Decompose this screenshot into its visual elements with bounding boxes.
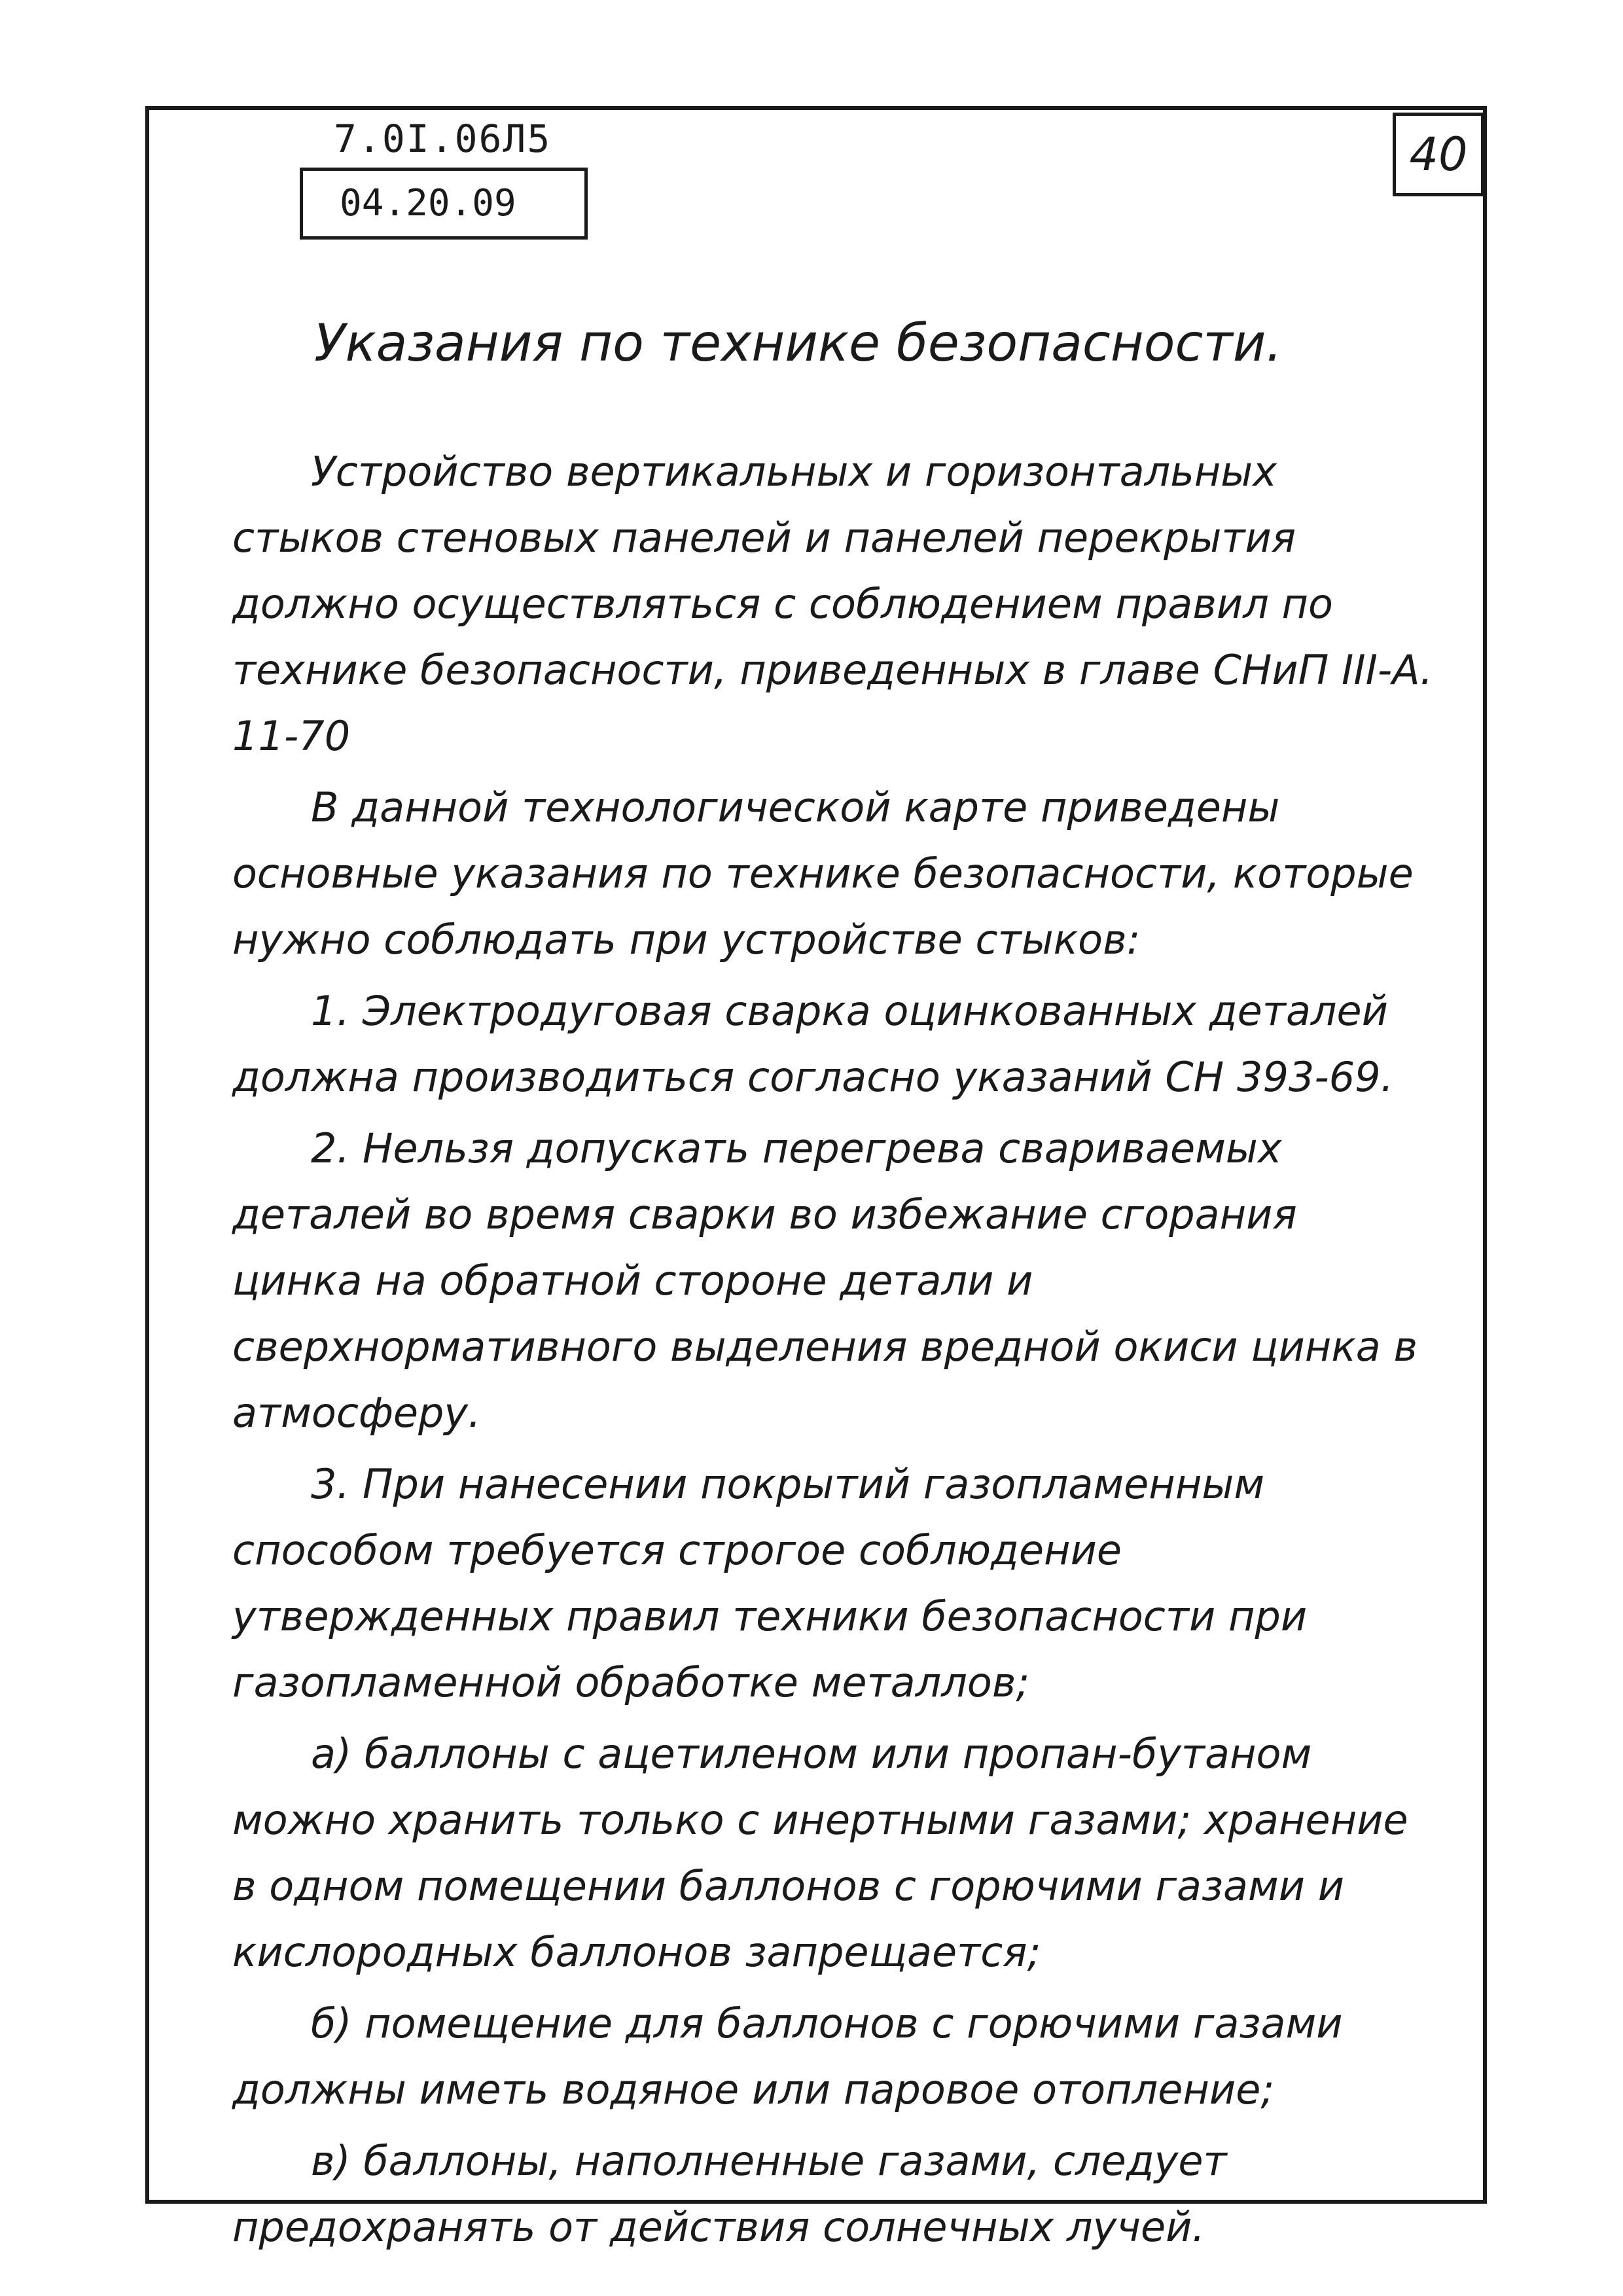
paragraph-subitem-b: б) помещение для баллонов с горючими газами должны иметь водяное или паровое отопление; [232, 2000, 1343, 2113]
body-text [232, 439, 1436, 2260]
paragraph-main-instructions: В данной технологической карте приведены основные указания по технике безопасности, которые нужно соблюдать при устройстве стыков: [232, 783, 1414, 963]
paragraph-item-1: 1. Электродуговая сварка оцинкованных деталей должна производиться согласно указаний СН 393-69. [232, 987, 1394, 1101]
paragraph-subitem-v: в) баллоны, наполненные газами, следует предохранять от действия солнечных лучей. [232, 2137, 1227, 2251]
paragraph-subitem-a: а) баллоны с ацетиленом или пропан-бутаном можно хранить только с инертными газами; хранение в одном помещении баллонов с горючими газами и кислородных баллонов запрещается; [232, 1730, 1408, 1976]
paragraph-intro: Устройство вертикальных и горизонтальных стыков стеновых панелей и панелей перекрытия должно осуществляться с соблюдением правил по технике безопасности, приведенных в главе СНиП III-А. 11-70 [232, 448, 1433, 760]
page-title: Указания по технике безопасности. [314, 314, 1283, 373]
document-code: 7.0I.06Л5 [334, 117, 552, 161]
page-number: 40 [1393, 113, 1484, 196]
document-code-box: 04.20.09 [300, 168, 588, 240]
paragraph-item-3: 3. При нанесении покрытий газопламенным способом требуется строгое соблюдение утвержденных правил техники безопасности при газопламенной обработке металлов; [232, 1460, 1308, 1706]
paragraph-item-2: 2. Нельзя допускать перегрева свариваемых деталей во время сварки во избежание сгорания цинка на обратной стороне детали и сверхнормативного выделения вредной окиси цинка в атмосферу. [232, 1124, 1418, 1437]
